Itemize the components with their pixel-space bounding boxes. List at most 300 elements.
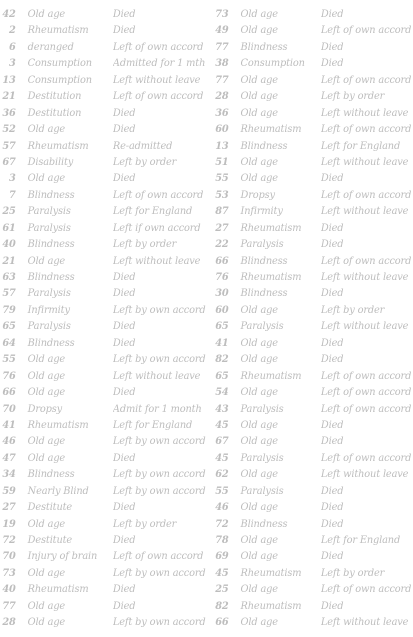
age-cell: 66 (2, 387, 16, 399)
condition-cell: Blindness (240, 255, 288, 267)
outcome-cell: Left without leave (320, 321, 409, 333)
condition-cell: Nearly Blind (27, 485, 89, 497)
outcome-cell: Died (320, 600, 344, 612)
condition-cell: Old age (27, 567, 66, 579)
condition-cell: Old age (240, 304, 278, 316)
condition-cell: Dropsy (240, 189, 275, 201)
outcome-cell: Died (320, 436, 344, 448)
condition-cell: Rheumatism (240, 222, 302, 234)
condition-cell: Blindness (27, 239, 75, 251)
table-row (0, 204, 206, 220)
outcome-cell: Died (320, 354, 344, 366)
age-cell: 45 (215, 567, 229, 579)
age-cell: 77 (2, 600, 16, 612)
condition-cell: Dropsy (27, 403, 63, 415)
table-row (206, 73, 413, 89)
outcome-cell: Left of own accord (320, 74, 412, 86)
outcome-cell: Died (112, 584, 136, 596)
table-row (206, 171, 413, 187)
age-cell: 70 (2, 403, 16, 415)
age-cell: 65 (215, 321, 229, 333)
table-row (206, 155, 413, 171)
condition-cell: Blindness (27, 337, 75, 349)
outcome-cell: Left without leave (320, 107, 409, 119)
table-row (0, 155, 206, 171)
condition-cell: Old age (240, 337, 278, 349)
condition-cell: Consumption (27, 58, 92, 70)
age-cell: 25 (2, 206, 16, 218)
outcome-cell: Died (112, 600, 136, 612)
age-cell: 46 (215, 502, 229, 514)
outcome-cell: Died (112, 173, 136, 185)
outcome-cell: Left for England (320, 140, 401, 152)
outcome-cell: Left of own accord (112, 91, 204, 103)
age-cell: 79 (2, 304, 16, 316)
age-cell: 43 (215, 403, 229, 415)
outcome-cell: Died (320, 58, 344, 70)
outcome-cell: Admit for 1 month (112, 403, 202, 415)
age-cell: 66 (215, 255, 229, 267)
age-cell: 57 (2, 288, 16, 300)
age-cell: 2 (9, 25, 16, 37)
outcome-cell: Left without leave (320, 617, 409, 629)
table-row (206, 599, 413, 615)
condition-cell: Paralysis (27, 288, 71, 300)
age-cell: 45 (215, 452, 229, 464)
table-row (0, 385, 206, 401)
condition-cell: Rheumatism (240, 567, 302, 579)
age-cell: 73 (215, 9, 229, 20)
table-row (206, 319, 413, 335)
table-row (206, 139, 413, 155)
table-row (0, 188, 206, 204)
outcome-cell: Left by own accord (112, 436, 206, 448)
outcome-cell: Died (112, 452, 136, 464)
outcome-cell: Left by order (112, 518, 177, 530)
condition-cell: Old age (240, 535, 278, 546)
outcome-cell: Left without leave (320, 272, 409, 283)
age-cell: 3 (9, 58, 16, 70)
table-row (0, 352, 206, 368)
condition-cell: Paralysis (240, 403, 284, 415)
outcome-cell: Died (320, 485, 344, 497)
table-row (0, 484, 206, 500)
condition-cell: Old age (240, 354, 278, 366)
table-row (0, 221, 206, 237)
condition-cell: Old age (240, 419, 278, 431)
outcome-cell: Left without leave (112, 255, 201, 267)
condition-cell: Rheumatism (240, 272, 302, 283)
age-cell: 19 (2, 518, 16, 530)
table-row (206, 106, 413, 122)
age-cell: 64 (2, 337, 16, 349)
age-cell: 42 (2, 9, 16, 20)
outcome-cell: Left of own accord (320, 189, 412, 201)
age-cell: 30 (215, 288, 229, 300)
age-cell: 77 (215, 74, 229, 86)
table-row (206, 451, 413, 467)
outcome-cell: Left of own accord (320, 255, 412, 267)
table-row (206, 254, 413, 270)
outcome-cell: Left by order (320, 304, 385, 316)
age-cell: 13 (2, 74, 16, 86)
age-cell: 67 (215, 436, 229, 448)
condition-cell: Paralysis (27, 206, 71, 218)
table-row (206, 467, 413, 483)
condition-cell: Old age (27, 518, 66, 530)
age-cell: 63 (2, 272, 16, 283)
age-cell: 47 (2, 452, 16, 464)
table-row (206, 615, 413, 631)
table-row (206, 484, 413, 500)
table-row (0, 89, 206, 105)
outcome-cell: Died (112, 9, 136, 20)
table-row (0, 549, 206, 565)
condition-cell: Old age (27, 436, 66, 448)
outcome-cell: Left by order (320, 567, 385, 579)
age-cell: 41 (2, 419, 16, 431)
age-cell: 6 (9, 41, 16, 53)
table-row (206, 418, 413, 434)
table-row (0, 171, 206, 187)
age-cell: 25 (215, 584, 229, 596)
table-row (0, 237, 206, 253)
outcome-cell: Died (320, 222, 344, 234)
condition-cell: Old age (240, 387, 278, 399)
age-cell: 60 (215, 304, 229, 316)
age-cell: 72 (215, 518, 229, 530)
table-row (0, 303, 206, 319)
age-cell: 46 (2, 436, 16, 448)
condition-cell: Old age (27, 9, 66, 20)
table-row (0, 418, 206, 434)
outcome-cell: Died (112, 288, 136, 300)
table-row (0, 254, 206, 270)
condition-cell: Old age (240, 107, 278, 119)
outcome-cell: Died (112, 502, 136, 514)
outcome-cell: Died (112, 124, 136, 136)
outcome-cell: Left without leave (320, 156, 409, 168)
outcome-cell: Left by order (112, 156, 177, 168)
condition-cell: Old age (27, 452, 66, 464)
table-row (0, 7, 206, 23)
condition-cell: Rheumatism (27, 584, 89, 596)
table-row (206, 582, 413, 598)
condition-cell: Consumption (27, 74, 92, 86)
age-cell: 87 (215, 206, 229, 218)
table-row (206, 533, 413, 549)
table-row (0, 582, 206, 598)
table-row (206, 188, 413, 204)
outcome-cell: Left without leave (112, 74, 201, 86)
condition-cell: Old age (240, 9, 278, 20)
outcome-cell: Left by own accord (112, 469, 206, 481)
outcome-cell: Left by own accord (112, 617, 206, 629)
condition-cell: Blindness (240, 518, 288, 530)
table-row (0, 599, 206, 615)
table-row (206, 89, 413, 105)
outcome-cell: Died (320, 337, 344, 349)
table-row (206, 23, 413, 39)
age-cell: 61 (2, 222, 16, 234)
table-row (206, 385, 413, 401)
condition-cell: Rheumatism (240, 600, 302, 612)
condition-cell: Old age (240, 584, 278, 596)
table-row (206, 369, 413, 385)
table-row (0, 500, 206, 516)
age-cell: 21 (2, 91, 16, 103)
table-row (206, 434, 413, 450)
condition-cell: Blindness (27, 469, 75, 481)
outcome-cell: Left if own accord (112, 222, 201, 234)
age-cell: 82 (215, 354, 229, 366)
condition-cell: Paralysis (240, 321, 284, 333)
outcome-cell: Died (320, 502, 344, 514)
condition-cell: Rheumatism (27, 25, 89, 37)
outcome-cell: Died (112, 387, 136, 399)
condition-cell: Blindness (27, 272, 75, 283)
outcome-cell: Died (320, 518, 344, 530)
age-cell: 7 (9, 189, 16, 201)
condition-cell: Old age (27, 387, 66, 399)
condition-cell: Injury of brain (27, 551, 98, 563)
condition-cell: Blindness (240, 41, 288, 53)
outcome-cell: Re-admitted (112, 140, 173, 152)
table-row (206, 352, 413, 368)
condition-cell: Destitution (27, 91, 82, 103)
age-cell: 67 (2, 156, 16, 168)
outcome-cell: Died (320, 173, 344, 185)
condition-cell: Paralysis (240, 452, 284, 464)
condition-cell: Old age (27, 370, 66, 382)
table-row (0, 615, 206, 631)
condition-cell: Blindness (240, 140, 288, 152)
outcome-cell: Left of own accord (112, 189, 204, 201)
table-row (0, 106, 206, 122)
outcome-cell: Left by own accord (112, 567, 206, 579)
left-column (0, 7, 206, 632)
condition-cell: Rheumatism (27, 140, 89, 152)
age-cell: 27 (215, 222, 229, 234)
age-cell: 73 (2, 567, 16, 579)
age-cell: 36 (215, 107, 229, 119)
age-cell: 40 (2, 239, 16, 251)
age-cell: 66 (215, 617, 229, 629)
outcome-cell: Left of own accord (112, 551, 204, 563)
outcome-cell: Died (112, 321, 136, 333)
condition-cell: Old age (27, 124, 66, 136)
condition-cell: Old age (240, 91, 278, 103)
condition-cell: deranged (27, 41, 74, 53)
table-row (0, 467, 206, 483)
table-row (0, 319, 206, 335)
table-row (0, 533, 206, 549)
condition-cell: Blindness (27, 189, 75, 201)
outcome-cell: Left by own accord (112, 304, 206, 316)
outcome-cell: Left of own accord (320, 403, 412, 415)
age-cell: 55 (2, 354, 16, 366)
age-cell: 22 (215, 239, 229, 251)
age-cell: 28 (215, 91, 229, 103)
table-row (206, 500, 413, 516)
outcome-cell: Left by order (320, 91, 385, 103)
condition-cell: Old age (27, 617, 66, 629)
outcome-cell: Died (320, 419, 344, 431)
table-row (206, 566, 413, 582)
age-cell: 57 (2, 140, 16, 152)
outcome-cell: Died (112, 107, 136, 119)
outcome-cell: Left of own accord (320, 25, 412, 37)
table-row (206, 237, 413, 253)
condition-cell: Rheumatism (27, 419, 89, 431)
table-row (0, 23, 206, 39)
outcome-cell: Died (112, 337, 136, 349)
condition-cell: Infirmity (27, 304, 70, 316)
outcome-cell: Died (320, 239, 344, 251)
outcome-cell: Died (112, 25, 136, 37)
table-row (206, 549, 413, 565)
age-cell: 41 (215, 337, 229, 349)
table-row (206, 517, 413, 533)
table-row (0, 270, 206, 286)
outcome-cell: Left for England (112, 419, 193, 431)
table-row (0, 566, 206, 582)
age-cell: 21 (2, 255, 16, 267)
age-cell: 27 (2, 502, 16, 514)
condition-cell: Old age (240, 436, 278, 448)
condition-cell: Old age (240, 156, 278, 168)
table-row (206, 303, 413, 319)
outcome-cell: Left of own accord (320, 452, 412, 464)
condition-cell: Old age (240, 74, 278, 86)
condition-cell: Paralysis (240, 485, 284, 497)
age-cell: 13 (215, 140, 229, 152)
age-cell: 51 (215, 156, 229, 168)
age-cell: 49 (215, 25, 229, 37)
table-row (0, 369, 206, 385)
table-row (206, 270, 413, 286)
age-cell: 69 (215, 551, 229, 563)
age-cell: 65 (215, 370, 229, 382)
outcome-cell: Died (320, 41, 344, 53)
condition-cell: Old age (240, 25, 278, 37)
table-row (0, 56, 206, 72)
table-row (0, 434, 206, 450)
condition-cell: Paralysis (27, 321, 71, 333)
table-row (206, 56, 413, 72)
age-cell: 45 (215, 419, 229, 431)
condition-cell: Old age (240, 551, 278, 563)
age-cell: 40 (2, 584, 16, 596)
age-cell: 65 (2, 321, 16, 333)
age-cell: 34 (2, 469, 16, 481)
table-row (0, 517, 206, 533)
age-cell: 38 (215, 58, 229, 70)
outcome-cell: Admitted for 1 mth (112, 58, 206, 70)
age-cell: 76 (215, 272, 229, 283)
table-row (206, 221, 413, 237)
age-cell: 52 (2, 124, 16, 136)
condition-cell: Old age (240, 173, 278, 185)
age-cell: 55 (215, 173, 229, 185)
condition-cell: Paralysis (240, 239, 284, 251)
condition-cell: Destitute (27, 535, 73, 546)
condition-cell: Rheumatism (240, 124, 302, 136)
table-row (206, 7, 413, 23)
age-cell: 55 (215, 485, 229, 497)
table-row (206, 336, 413, 352)
age-cell: 28 (2, 617, 16, 629)
outcome-cell: Left for England (320, 535, 401, 546)
condition-cell: Destitute (27, 502, 73, 514)
condition-cell: Blindness (240, 288, 288, 300)
condition-cell: Consumption (240, 58, 305, 70)
age-cell: 78 (215, 535, 229, 546)
outcome-cell: Died (320, 551, 344, 563)
condition-cell: Destitution (27, 107, 82, 119)
outcome-cell: Died (320, 288, 344, 300)
table-row (0, 336, 206, 352)
age-cell: 82 (215, 600, 229, 612)
table-row (0, 40, 206, 56)
age-cell: 70 (2, 551, 16, 563)
outcome-cell: Left by own accord (112, 354, 206, 366)
table-row (0, 73, 206, 89)
right-column (206, 7, 413, 632)
condition-cell: Paralysis (27, 222, 71, 234)
condition-cell: Infirmity (240, 206, 283, 218)
outcome-cell: Left without leave (112, 370, 201, 382)
condition-cell: Old age (27, 255, 66, 267)
outcome-cell: Left without leave (320, 206, 409, 218)
age-cell: 62 (215, 469, 229, 481)
outcome-cell: Died (112, 535, 136, 546)
age-cell: 53 (215, 189, 229, 201)
table-row (206, 204, 413, 220)
outcome-cell: Died (320, 9, 344, 20)
table-row (0, 451, 206, 467)
age-cell: 54 (215, 387, 229, 399)
table-row (0, 402, 206, 418)
table-row (0, 286, 206, 302)
outcome-cell: Left of own accord (320, 124, 412, 136)
age-cell: 3 (9, 173, 16, 185)
outcome-cell: Left for England (112, 206, 193, 218)
table-row (206, 286, 413, 302)
condition-cell: Rheumatism (240, 370, 302, 382)
outcome-cell: Died (112, 272, 136, 283)
age-cell: 60 (215, 124, 229, 136)
outcome-cell: Left by order (112, 239, 177, 251)
condition-cell: Old age (240, 617, 278, 629)
age-cell: 77 (215, 41, 229, 53)
outcome-cell: Left of own accord (320, 584, 412, 596)
outcome-cell: Left of own accord (112, 41, 204, 53)
outcome-cell: Left by own accord (112, 485, 206, 497)
condition-cell: Old age (27, 354, 66, 366)
table-row (206, 40, 413, 56)
condition-cell: Disability (27, 156, 74, 168)
outcome-cell: Left without leave (320, 469, 409, 481)
condition-cell: Old age (240, 502, 278, 514)
table-row (0, 122, 206, 138)
outcome-cell: Left of own accord (320, 387, 412, 399)
condition-cell: Old age (27, 600, 66, 612)
condition-cell: Old age (240, 469, 278, 481)
table-row (206, 402, 413, 418)
table-row (0, 139, 206, 155)
age-cell: 76 (2, 370, 16, 382)
